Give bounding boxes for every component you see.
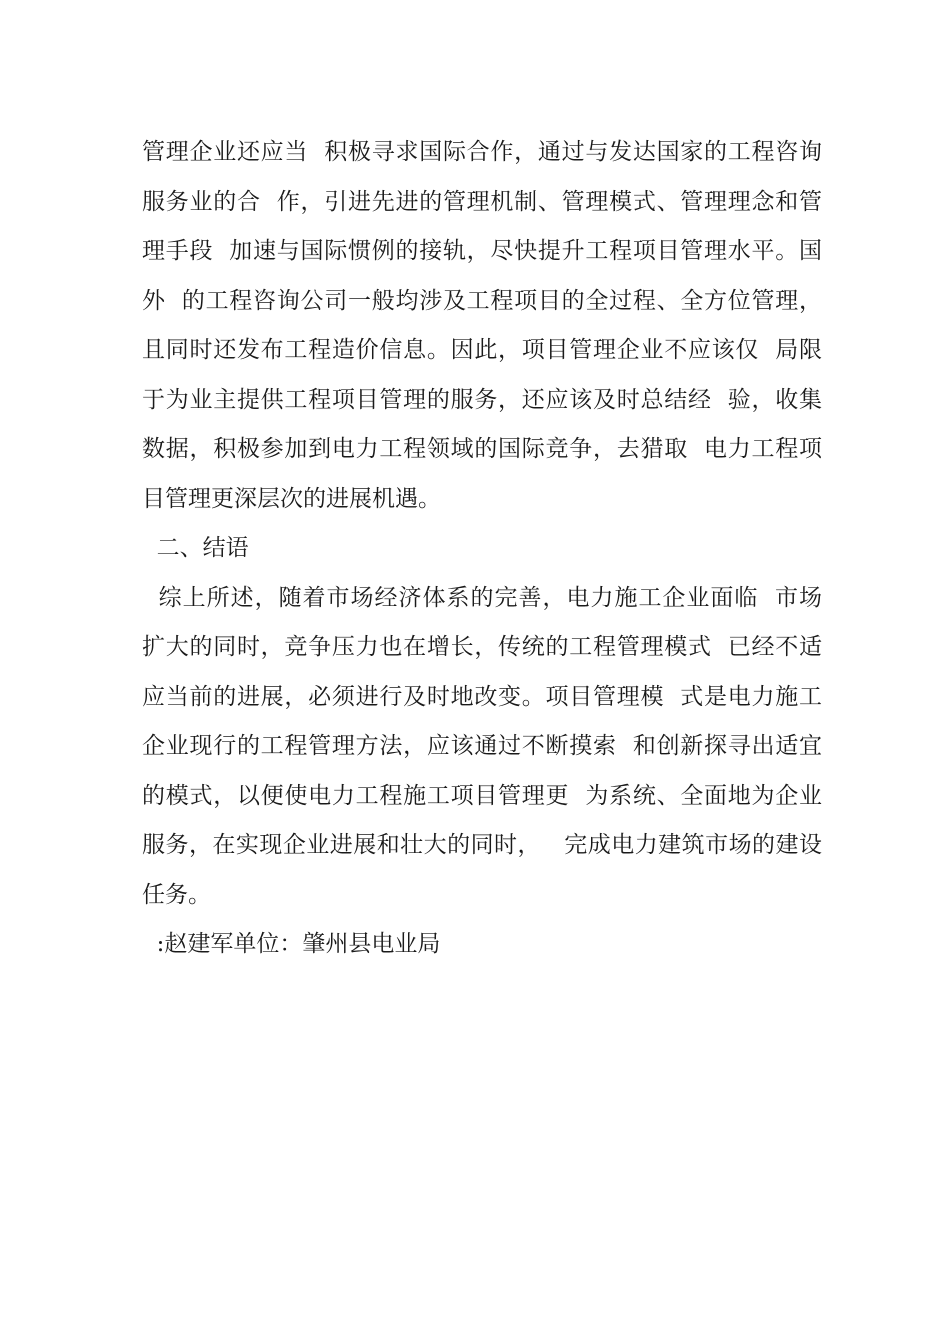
conclusion-line: 扩大的同时，竞争压力也在增长，传统的工程管理模式 已经不适 (142, 634, 822, 660)
conclusion-line: 应当前的进展，必须进行及时地改变。项目管理模 式是电力施工 (142, 683, 822, 710)
conclusion-line: 的模式，以便使电力工程施工项目管理更 为系统、全面地为企业 (142, 782, 822, 809)
section-heading: 二、结语 (142, 535, 249, 561)
conclusion-line: 服务，在实现企业进展和壮大的同时， 完成电力建筑市场的建设 (142, 832, 822, 858)
document-body (142, 128, 822, 970)
author-affiliation: :赵建军单位：肇州县电业局 (142, 931, 441, 957)
body-line: 服务业的合 作，引进先进的管理机制、管理模式、管理理念和管 (142, 188, 822, 215)
body-line-last: 目管理更深层次的进展机遇。 (142, 485, 441, 512)
body-line: 于为业主提供工程项目管理的服务，还应该及时总结经 验，收集 (142, 386, 822, 413)
body-line: 外 的工程咨询公司一般均涉及工程项目的全过程、全方位管理， (142, 287, 822, 314)
body-line: 理手段 加速与国际惯例的接轨，尽快提升工程项目管理水平。国 (142, 238, 822, 264)
conclusion-line: 企业现行的工程管理方法，应该通过不断摸索 和创新探寻出适宜 (142, 733, 822, 759)
body-line: 数据，积极参加到电力工程领域的国际竞争，去猎取 电力工程项 (142, 436, 822, 462)
body-line: 管理企业还应当 积极寻求国际合作，通过与发达国家的工程咨询 (142, 139, 822, 165)
body-line: 且同时还发布工程造价信息。因此，项目管理企业不应该仅 局限 (142, 337, 822, 363)
conclusion-line: 综上所述，随着市场经济体系的完善，电力施工企业面临 市场 (142, 584, 822, 611)
conclusion-line-last: 任务。 (142, 881, 211, 908)
